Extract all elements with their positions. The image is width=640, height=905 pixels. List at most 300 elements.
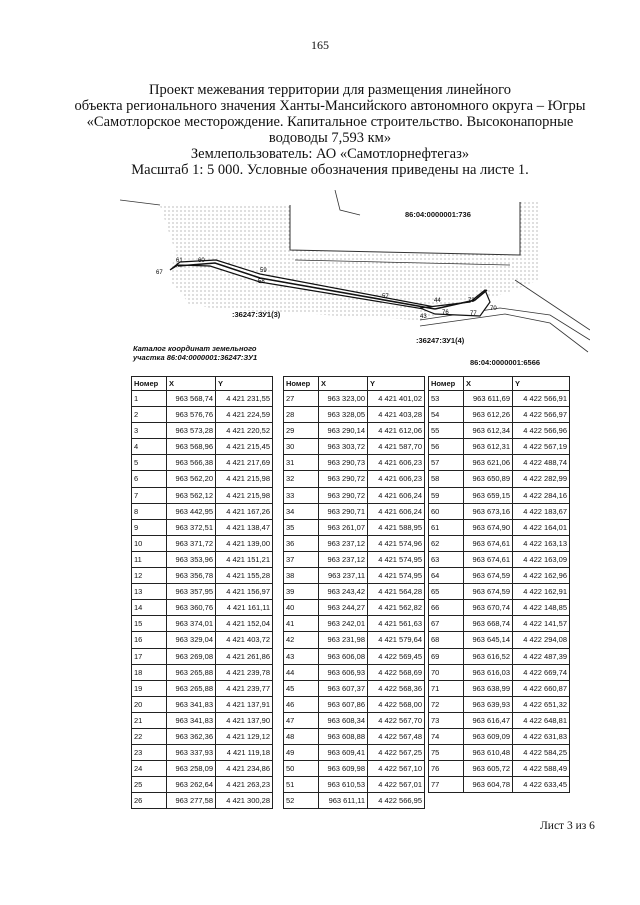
table-row xyxy=(429,439,570,455)
map-drawing xyxy=(120,190,590,365)
y-coordinate: 4 421 403,72 xyxy=(216,632,273,648)
y-coordinate: 4 422 568,36 xyxy=(368,680,425,696)
point-number: 39 xyxy=(284,584,319,600)
point-number: 8 xyxy=(132,503,167,519)
table-row xyxy=(284,696,425,712)
x-coordinate: 963 674,59 xyxy=(464,584,513,600)
table-row xyxy=(132,407,273,423)
table-row xyxy=(429,664,570,680)
y-coordinate: 4 421 234,86 xyxy=(216,761,273,777)
x-coordinate: 963 606,08 xyxy=(319,648,368,664)
x-coordinate: 963 673,16 xyxy=(464,503,513,519)
point-number: 33 xyxy=(284,487,319,503)
x-coordinate: 963 328,05 xyxy=(319,407,368,423)
y-coordinate: 4 421 261,86 xyxy=(216,648,273,664)
point-number: 25 xyxy=(132,777,167,793)
table-row xyxy=(284,391,425,407)
y-coordinate: 4 421 588,95 xyxy=(368,519,425,535)
y-coordinate: 4 422 566,95 xyxy=(368,793,425,809)
parcel-label: 86:04:0000001:736 xyxy=(405,210,471,219)
point-number: 18 xyxy=(132,664,167,680)
x-coordinate: 963 231,98 xyxy=(319,632,368,648)
y-coordinate: 4 421 579,64 xyxy=(368,632,425,648)
y-coordinate: 4 421 155,28 xyxy=(216,568,273,584)
table-row xyxy=(132,439,273,455)
point-label: 58 xyxy=(258,279,265,285)
x-coordinate: 963 609,98 xyxy=(319,761,368,777)
y-coordinate: 4 422 282,99 xyxy=(513,471,570,487)
point-number: 27 xyxy=(284,391,319,407)
table-row xyxy=(429,471,570,487)
x-coordinate: 963 356,78 xyxy=(167,568,216,584)
x-coordinate: 963 290,72 xyxy=(319,471,368,487)
y-coordinate: 4 422 660,87 xyxy=(513,680,570,696)
point-label: 44 xyxy=(434,298,441,304)
y-coordinate: 4 422 669,74 xyxy=(513,664,570,680)
x-coordinate: 963 290,14 xyxy=(319,423,368,439)
point-label: 73 xyxy=(468,298,475,304)
point-number: 11 xyxy=(132,551,167,567)
table-row xyxy=(284,471,425,487)
y-coordinate: 4 422 648,81 xyxy=(513,712,570,728)
table-row xyxy=(429,407,570,423)
x-coordinate: 963 244,27 xyxy=(319,600,368,616)
table-row xyxy=(132,391,273,407)
caption-line: Каталог координат земельного xyxy=(133,344,257,353)
table-row xyxy=(429,616,570,632)
x-coordinate: 963 258,09 xyxy=(167,761,216,777)
y-coordinate: 4 422 148,85 xyxy=(513,600,570,616)
y-coordinate: 4 421 574,95 xyxy=(368,568,425,584)
survey-map xyxy=(120,190,590,365)
y-coordinate: 4 421 612,06 xyxy=(368,423,425,439)
table-row xyxy=(429,696,570,712)
x-coordinate: 963 645,14 xyxy=(464,632,513,648)
x-coordinate: 963 360,76 xyxy=(167,600,216,616)
point-number: 71 xyxy=(429,680,464,696)
point-number: 42 xyxy=(284,632,319,648)
point-label: 70 xyxy=(490,306,497,312)
x-coordinate: 963 639,93 xyxy=(464,696,513,712)
x-coordinate: 963 323,00 xyxy=(319,391,368,407)
title-line: объекта регионального значения Ханты-Мансийского автономного округа – Югры xyxy=(74,98,586,114)
x-coordinate: 963 573,28 xyxy=(167,423,216,439)
table-row xyxy=(429,777,570,793)
table-row xyxy=(132,761,273,777)
point-label: 59 xyxy=(260,268,267,274)
y-coordinate: 4 421 561,63 xyxy=(368,616,425,632)
table-row xyxy=(132,535,273,551)
point-number: 54 xyxy=(429,407,464,423)
table-row xyxy=(429,728,570,744)
y-coordinate: 4 422 294,08 xyxy=(513,632,570,648)
table-row xyxy=(284,455,425,471)
y-coordinate: 4 422 567,48 xyxy=(368,728,425,744)
x-coordinate: 963 442,95 xyxy=(167,503,216,519)
point-number: 7 xyxy=(132,487,167,503)
y-coordinate: 4 422 566,97 xyxy=(513,407,570,423)
point-number: 76 xyxy=(429,761,464,777)
table-row xyxy=(284,745,425,761)
header-number: Номер xyxy=(284,377,319,391)
point-number: 61 xyxy=(429,519,464,535)
table-row xyxy=(132,728,273,744)
table-row xyxy=(132,793,273,809)
table-row xyxy=(284,793,425,809)
x-coordinate: 963 237,11 xyxy=(319,568,368,584)
x-coordinate: 963 566,38 xyxy=(167,455,216,471)
table-row xyxy=(429,632,570,648)
point-number: 31 xyxy=(284,455,319,471)
y-coordinate: 4 422 164,01 xyxy=(513,519,570,535)
table-row xyxy=(284,600,425,616)
y-coordinate: 4 422 567,70 xyxy=(368,712,425,728)
x-coordinate: 963 568,96 xyxy=(167,439,216,455)
x-coordinate: 963 674,59 xyxy=(464,568,513,584)
y-coordinate: 4 421 152,04 xyxy=(216,616,273,632)
table-row xyxy=(132,648,273,664)
y-coordinate: 4 421 139,00 xyxy=(216,535,273,551)
table-header-row xyxy=(284,377,425,391)
point-number: 70 xyxy=(429,664,464,680)
point-number: 41 xyxy=(284,616,319,632)
title-line: Проект межевания территории для размещения линейного xyxy=(149,82,511,98)
point-number: 9 xyxy=(132,519,167,535)
x-coordinate: 963 562,12 xyxy=(167,487,216,503)
table-row xyxy=(284,728,425,744)
y-coordinate: 4 421 161,11 xyxy=(216,600,273,616)
point-number: 66 xyxy=(429,600,464,616)
table-row xyxy=(284,632,425,648)
header-y: Y xyxy=(368,377,425,391)
point-label: 61 xyxy=(176,258,183,264)
y-coordinate: 4 422 631,83 xyxy=(513,728,570,744)
y-coordinate: 4 421 224,59 xyxy=(216,407,273,423)
point-number: 6 xyxy=(132,471,167,487)
title-line: Масштаб 1: 5 000. Условные обозначения приведены на листе 1. xyxy=(131,162,529,178)
x-coordinate: 963 674,61 xyxy=(464,551,513,567)
table-row xyxy=(429,519,570,535)
point-number: 52 xyxy=(284,793,319,809)
y-coordinate: 4 422 584,25 xyxy=(513,745,570,761)
table-row xyxy=(132,664,273,680)
point-label: 43 xyxy=(420,314,427,320)
x-coordinate: 963 362,36 xyxy=(167,728,216,744)
y-coordinate: 4 421 606,24 xyxy=(368,487,425,503)
table-row xyxy=(429,551,570,567)
x-coordinate: 963 237,12 xyxy=(319,535,368,551)
y-coordinate: 4 421 217,69 xyxy=(216,455,273,471)
table-row xyxy=(429,568,570,584)
table-row xyxy=(284,423,425,439)
point-label: 67 xyxy=(156,270,163,276)
y-coordinate: 4 421 564,28 xyxy=(368,584,425,600)
table-row xyxy=(284,503,425,519)
y-coordinate: 4 422 567,19 xyxy=(513,439,570,455)
x-coordinate: 963 265,88 xyxy=(167,664,216,680)
point-number: 37 xyxy=(284,551,319,567)
x-coordinate: 963 353,96 xyxy=(167,551,216,567)
x-coordinate: 963 357,95 xyxy=(167,584,216,600)
x-coordinate: 963 610,48 xyxy=(464,745,513,761)
y-coordinate: 4 421 137,90 xyxy=(216,712,273,728)
coordinate-table xyxy=(283,376,425,809)
x-coordinate: 963 607,37 xyxy=(319,680,368,696)
x-coordinate: 963 290,73 xyxy=(319,455,368,471)
parcel-label: :36247:ЗУ1(4) xyxy=(416,336,465,345)
y-coordinate: 4 421 562,82 xyxy=(368,600,425,616)
point-number: 57 xyxy=(429,455,464,471)
x-coordinate: 963 674,90 xyxy=(464,519,513,535)
table-row xyxy=(284,777,425,793)
x-coordinate: 963 290,72 xyxy=(319,487,368,503)
point-number: 53 xyxy=(429,391,464,407)
y-coordinate: 4 421 215,45 xyxy=(216,439,273,455)
x-coordinate: 963 668,74 xyxy=(464,616,513,632)
point-number: 13 xyxy=(132,584,167,600)
header-number: Номер xyxy=(132,377,167,391)
coordinate-table xyxy=(428,376,570,793)
table-row xyxy=(284,487,425,503)
table-row xyxy=(132,423,273,439)
y-coordinate: 4 421 137,91 xyxy=(216,696,273,712)
x-coordinate: 963 610,53 xyxy=(319,777,368,793)
x-coordinate: 963 562,20 xyxy=(167,471,216,487)
point-number: 69 xyxy=(429,648,464,664)
point-number: 44 xyxy=(284,664,319,680)
point-number: 51 xyxy=(284,777,319,793)
x-coordinate: 963 341,83 xyxy=(167,696,216,712)
point-number: 67 xyxy=(429,616,464,632)
x-coordinate: 963 576,76 xyxy=(167,407,216,423)
x-coordinate: 963 659,15 xyxy=(464,487,513,503)
parcel-label: 86:04:0000001:6566 xyxy=(470,358,541,367)
y-coordinate: 4 422 633,45 xyxy=(513,777,570,793)
point-number: 2 xyxy=(132,407,167,423)
table-row xyxy=(429,503,570,519)
y-coordinate: 4 422 567,10 xyxy=(368,761,425,777)
table-row xyxy=(132,680,273,696)
table-row xyxy=(429,600,570,616)
point-number: 47 xyxy=(284,712,319,728)
point-number: 49 xyxy=(284,745,319,761)
y-coordinate: 4 421 239,78 xyxy=(216,664,273,680)
point-number: 36 xyxy=(284,535,319,551)
caption-line: участка 86:04:0000001:36247:ЗУ1 xyxy=(133,353,258,362)
point-number: 19 xyxy=(132,680,167,696)
x-coordinate: 963 371,72 xyxy=(167,535,216,551)
table-row xyxy=(429,423,570,439)
x-coordinate: 963 341,83 xyxy=(167,712,216,728)
y-coordinate: 4 422 568,00 xyxy=(368,696,425,712)
y-coordinate: 4 421 587,70 xyxy=(368,439,425,455)
point-label: 77 xyxy=(470,311,477,317)
sheet-label: Лист 3 из 6 xyxy=(540,820,595,832)
table-row xyxy=(429,712,570,728)
table-row xyxy=(132,471,273,487)
x-coordinate: 963 674,61 xyxy=(464,535,513,551)
point-number: 16 xyxy=(132,632,167,648)
point-number: 35 xyxy=(284,519,319,535)
y-coordinate: 4 421 606,24 xyxy=(368,503,425,519)
y-coordinate: 4 422 183,67 xyxy=(513,503,570,519)
table-row xyxy=(132,616,273,632)
x-coordinate: 963 337,93 xyxy=(167,745,216,761)
point-number: 32 xyxy=(284,471,319,487)
table-row xyxy=(284,664,425,680)
y-coordinate: 4 421 574,95 xyxy=(368,551,425,567)
y-coordinate: 4 422 651,32 xyxy=(513,696,570,712)
point-number: 1 xyxy=(132,391,167,407)
y-coordinate: 4 421 215,98 xyxy=(216,471,273,487)
y-coordinate: 4 421 167,26 xyxy=(216,503,273,519)
coordinate-tables xyxy=(131,376,573,806)
point-number: 22 xyxy=(132,728,167,744)
title-line: «Самотлорское месторождение. Капитальное строительство. Высоконапорные xyxy=(86,114,574,130)
y-coordinate: 4 421 263,23 xyxy=(216,777,273,793)
table-row xyxy=(284,519,425,535)
x-coordinate: 963 650,89 xyxy=(464,471,513,487)
point-number: 75 xyxy=(429,745,464,761)
point-number: 72 xyxy=(429,696,464,712)
x-coordinate: 963 608,34 xyxy=(319,712,368,728)
table-row xyxy=(284,407,425,423)
point-number: 23 xyxy=(132,745,167,761)
table-header-row xyxy=(132,377,273,391)
table-row xyxy=(132,745,273,761)
x-coordinate: 963 612,31 xyxy=(464,439,513,455)
x-coordinate: 963 303,72 xyxy=(319,439,368,455)
y-coordinate: 4 421 151,21 xyxy=(216,551,273,567)
y-coordinate: 4 421 401,02 xyxy=(368,391,425,407)
table-row xyxy=(132,600,273,616)
table-row xyxy=(429,535,570,551)
table-row xyxy=(132,777,273,793)
point-number: 14 xyxy=(132,600,167,616)
table-row xyxy=(429,648,570,664)
table-row xyxy=(429,584,570,600)
x-coordinate: 963 609,41 xyxy=(319,745,368,761)
x-coordinate: 963 265,88 xyxy=(167,680,216,696)
table-row xyxy=(132,712,273,728)
x-coordinate: 963 612,34 xyxy=(464,423,513,439)
y-coordinate: 4 422 568,69 xyxy=(368,664,425,680)
table-row xyxy=(132,519,273,535)
point-label: 57 xyxy=(382,294,389,300)
x-coordinate: 963 290,71 xyxy=(319,503,368,519)
point-number: 21 xyxy=(132,712,167,728)
x-coordinate: 963 611,11 xyxy=(319,793,368,809)
x-coordinate: 963 609,09 xyxy=(464,728,513,744)
y-coordinate: 4 422 284,16 xyxy=(513,487,570,503)
x-coordinate: 963 638,99 xyxy=(464,680,513,696)
x-coordinate: 963 262,64 xyxy=(167,777,216,793)
point-number: 29 xyxy=(284,423,319,439)
point-label: 76 xyxy=(442,310,449,316)
point-number: 24 xyxy=(132,761,167,777)
x-coordinate: 963 243,42 xyxy=(319,584,368,600)
table-row xyxy=(284,616,425,632)
y-coordinate: 4 421 119,18 xyxy=(216,745,273,761)
point-number: 15 xyxy=(132,616,167,632)
point-number: 4 xyxy=(132,439,167,455)
y-coordinate: 4 422 566,96 xyxy=(513,423,570,439)
y-coordinate: 4 421 300,28 xyxy=(216,793,273,809)
point-number: 64 xyxy=(429,568,464,584)
x-coordinate: 963 606,93 xyxy=(319,664,368,680)
coordinate-table xyxy=(131,376,273,809)
y-coordinate: 4 421 574,96 xyxy=(368,535,425,551)
table-row xyxy=(429,391,570,407)
table-row xyxy=(429,745,570,761)
point-number: 56 xyxy=(429,439,464,455)
table-row xyxy=(284,648,425,664)
point-number: 43 xyxy=(284,648,319,664)
table-row xyxy=(429,761,570,777)
point-number: 62 xyxy=(429,535,464,551)
point-number: 28 xyxy=(284,407,319,423)
point-number: 74 xyxy=(429,728,464,744)
x-coordinate: 963 372,51 xyxy=(167,519,216,535)
point-number: 34 xyxy=(284,503,319,519)
x-coordinate: 963 621,06 xyxy=(464,455,513,471)
point-number: 48 xyxy=(284,728,319,744)
x-coordinate: 963 242,01 xyxy=(319,616,368,632)
point-number: 45 xyxy=(284,680,319,696)
table-row xyxy=(284,551,425,567)
x-coordinate: 963 616,52 xyxy=(464,648,513,664)
y-coordinate: 4 421 138,47 xyxy=(216,519,273,535)
x-coordinate: 963 269,08 xyxy=(167,648,216,664)
table-row xyxy=(429,680,570,696)
point-number: 40 xyxy=(284,600,319,616)
table-row xyxy=(284,535,425,551)
y-coordinate: 4 422 567,01 xyxy=(368,777,425,793)
point-number: 68 xyxy=(429,632,464,648)
y-coordinate: 4 422 488,74 xyxy=(513,455,570,471)
point-number: 63 xyxy=(429,551,464,567)
table-row xyxy=(132,487,273,503)
parcel-label: :36247:ЗУ1(3) xyxy=(232,310,281,319)
x-coordinate: 963 329,04 xyxy=(167,632,216,648)
table-row xyxy=(429,487,570,503)
x-coordinate: 963 261,07 xyxy=(319,519,368,535)
table-row xyxy=(284,439,425,455)
table-row xyxy=(132,455,273,471)
table-row xyxy=(132,568,273,584)
y-coordinate: 4 422 567,25 xyxy=(368,745,425,761)
title-line: Землепользователь: АО «Самотлорнефтегаз» xyxy=(190,146,470,162)
table-row xyxy=(132,584,273,600)
x-coordinate: 963 612,26 xyxy=(464,407,513,423)
header-x: X xyxy=(319,377,368,391)
point-number: 77 xyxy=(429,777,464,793)
table-header-row xyxy=(429,377,570,391)
title-line: водоводы 7,593 км» xyxy=(268,130,392,146)
x-coordinate: 963 605,72 xyxy=(464,761,513,777)
y-coordinate: 4 421 239,77 xyxy=(216,680,273,696)
y-coordinate: 4 422 487,39 xyxy=(513,648,570,664)
point-number: 58 xyxy=(429,471,464,487)
header-x: X xyxy=(464,377,513,391)
y-coordinate: 4 421 129,12 xyxy=(216,728,273,744)
point-number: 38 xyxy=(284,568,319,584)
point-number: 10 xyxy=(132,535,167,551)
point-number: 5 xyxy=(132,455,167,471)
table-row xyxy=(284,680,425,696)
point-number: 20 xyxy=(132,696,167,712)
x-coordinate: 963 670,74 xyxy=(464,600,513,616)
